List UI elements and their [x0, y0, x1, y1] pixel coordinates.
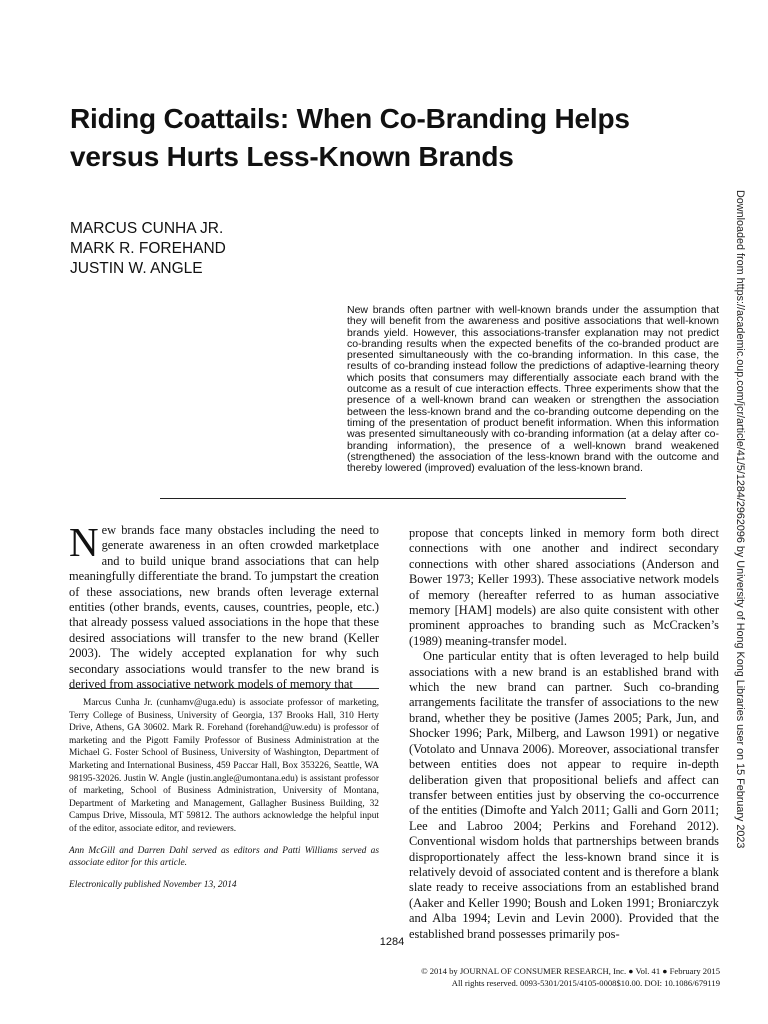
download-watermark: Downloaded from https://academic.oup.com/jcr/article/41/5/1284/2962096 by University of Hong Kong Libraries user on 15 February 2023: [734, 190, 746, 849]
author-name: MARCUS CUNHA JR.: [70, 220, 224, 237]
abstract: New brands often partner with well-known brands under the assumption that they will benefit from the awareness and positive associations that well-known brands yield. However, this associations-transfer explanation may not predict co-branding results when the expected benefits of the co-branded product are presented simultaneously with the co-branding information. In this case, the results of co-branding instead follow the predictions of adaptive-learning theory which posits that consumers may differentially associate each brand with the outcome as a result of cue interaction effects. Three experiments show that the presence of a well-known brand can weaken or strengthen the association between the less-known brand and the co-branding outcome depending on the timing of the presentation of product benefit information. When this information was presented simultaneously with co-branding information (at a delay after co-branding information), the presence of a well-known brand weakened (strengthened) the association of the less-known brand with the outcome and thereby lowered (improved) evaluation of the less-known brand.: [347, 304, 719, 475]
body-paragraph: One particular entity that is often leveraged to help build associations with a new brand is an established brand with which the new brand can partner. Such co-branding arrangements facilitate the transfer of associations to the new brand, whether they be positive (James 2005; Park, Jun, and Shocker 1996; Park, Milberg, and Lawson 1991) or negative (Votolato and Unnava 2006). Moreover, associational transfer between entities does not appear to require in-depth deliberation given that propositional beliefs and affect can transfer between entities just by observing the co-occurrence of the entities (Dimofte and Yalch 2011; Galli and Gorn 2011; Lee and Labroo 2004; Perkins and Forehand 2012). Conventional wisdom holds that partnerships between brands disproportionately affect the less-known brand since it is relatively devoid of associated content and is therefore a blank slate ready to receive associations from an established brand (Aaker and Keller 1990; Boush and Loken 1991; Broniarczyk and Alba 1994; Levin and Levin 2000). Provided that the established brand possesses primarily pos-: [409, 649, 719, 941]
body-paragraph: propose that concepts linked in memory form both direct connections with one another and indirect secondary connections with other shared associations (Anderson and Bower 1973; Keller 1993). These associative network models of memory (hereafter referred to as human associative memory [HAM] models) are also quite consistent with other prominent approaches to branding such as McCracken’s (1989) meaning-transfer model.: [409, 526, 719, 648]
intro-text: ew brands face many obstacles including the need to generate awareness in an often crowded marketplace and to build unique brand associations that can help meaningfully differentiate the brand. To jumpstart the creation of these associations, new brands often leverage external entities (other brands, events, causes, countries, people, etc.) that already possess valued associations in the hope that these desired associations will transfer to the new brand (Keller 2003). The widely accepted explanation for why such secondary associations would transfer to the new brand is derived from associative network models of memory that: [69, 523, 379, 692]
intro-paragraph: [69, 519, 379, 692]
body-column-left: [69, 519, 379, 692]
editors-note: Ann McGill and Darren Dahl served as editors and Patti Williams served as associate editor for this article.: [69, 845, 379, 869]
title-line-1: Riding Coattails: When Co-Branding Helps: [70, 103, 630, 134]
copyright-line: © 2014 by JOURNAL OF CONSUMER RESEARCH, Inc. ● Vol. 41 ● February 2015: [421, 966, 720, 976]
body-column-right: [409, 526, 719, 942]
page-number: 1284: [379, 936, 405, 948]
title-line-2: versus Hurts Less-Known Brands: [70, 141, 514, 172]
author-affiliation-note: Marcus Cunha Jr. (cunhamv@uga.edu) is associate professor of marketing, Terry College of Business, University of Georgia, 137 Brooks Hall, 310 Herty Drive, Athens, GA 30602. Mark R. Forehand (forehand@uw.edu) is professor of marketing and the Pigott Family Professor of Business Administration at the Michael G. Foster School of Business, University of Washington, Department of Marketing and International Business, 459 Paccar Hall, Box 353226, Seattle, WA 98195-32026. Justin W. Angle (justin.angle@umontana.edu) is assistant professor of marketing, School of Business Administration, University of Montana, Department of Marketing and Management, Gallagher Business Building, 32 Campus Drive, Missoula, MT 59812. The authors acknowledge the helpful input of the editor, associate editor, and reviewers.: [69, 698, 379, 834]
author-list: [70, 219, 226, 279]
section-divider: [160, 498, 626, 499]
copyright-line: All rights reserved. 0093-5301/2015/4105-0008$10.00. DOI: 10.1086/679119: [451, 977, 720, 988]
copyright-notice: [421, 966, 720, 989]
author-name: MARK R. FOREHAND: [70, 240, 226, 257]
footnote-divider: [69, 688, 379, 689]
publication-date-note: Electronically published November 13, 2014: [69, 879, 237, 890]
footnote: [69, 697, 379, 891]
author-name: JUSTIN W. ANGLE: [70, 260, 203, 277]
article-title: [70, 100, 710, 176]
drop-cap: N: [69, 519, 99, 565]
